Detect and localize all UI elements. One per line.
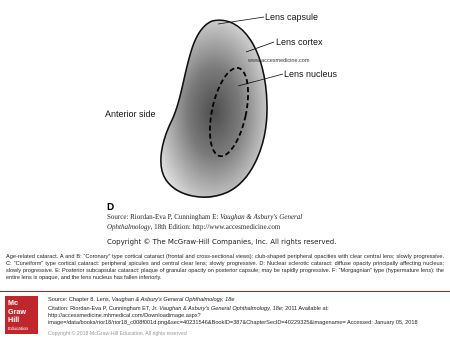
label-lens-nucleus: Lens nucleus	[284, 69, 338, 79]
logo-line: Graw	[8, 306, 26, 316]
citation-prefix: Citation: Riordan-Eva P, Cunningham ET, Jr.	[48, 306, 160, 312]
source-title-2: Ophthalmology	[107, 223, 151, 231]
citation-title: Vaughan & Asbury's General Ophthalmology, 18e	[159, 306, 282, 312]
label-anterior-side: Anterior side	[105, 109, 156, 119]
label-lens-capsule: Lens capsule	[265, 12, 319, 22]
footer-copyright: Copyright © 2018 McGraw-Hill Education. All rights reserved	[48, 331, 187, 337]
figure-source-line-1	[107, 213, 302, 221]
logo-line: Hill	[8, 315, 20, 325]
logo-line: Education	[8, 325, 29, 331]
source-prefix: Source: Riordan-Eva P, Cunningham E:	[107, 213, 221, 221]
footer-source	[48, 297, 235, 303]
label-lens-cortex: Lens cortex	[276, 37, 323, 47]
source-suffix: , 18th Edition: http://www.accesmedicine.com	[150, 223, 281, 231]
watermark-url: www.accesmedicine.com	[248, 58, 310, 64]
source-title-1: Vaughan & Asbury's General	[220, 213, 303, 221]
lens-shape	[161, 20, 267, 197]
footer-citation	[48, 306, 444, 327]
footer-divider	[0, 291, 450, 292]
footer-source-title: Vaughan & Asbury's General Ophthalmology, 18e	[111, 297, 235, 303]
figure-caption: Age-related cataract. A and B: “Coronary” type cortical cataract (frontal and cross-sectional views): club-shaped peripheral opacities with clear central lens; slowly progressive. C: “Cuneiform” type cortical cataract: peripheral spicules and central clear lens; slowly progressive. D: Nuclear sclerotic cataract: diffuse opacity principally affecting nucleus; slowly progressive. E: Posterior subcapsular cataract: plaque of granular opacity on posterior capsule; may be rapidly progressive. F: “Morgagnian” type (hypermature lens): the entire lens is opaque, and the lens nucleus has fallen inferiorly.	[6, 254, 444, 281]
panel-letter: D	[107, 202, 115, 213]
citation-suffix: ; 2011 Available at: http://accessmedicine.mhmedical.com/Downloadimage.aspx?image=/data/books/rior18/rior18_c008f001d.png&sec=40231546&BookID=387&ChapterSecID=40229325&imagename= Accessed: January 05, 2018	[48, 306, 418, 326]
footer-source-prefix: Source: Chapter 8. Lens,	[48, 297, 112, 303]
figure-copyright: Copyright © The McGraw-Hill Companies, Inc. All rights reserved.	[107, 238, 337, 246]
figure-source-line-2	[107, 223, 281, 231]
logo-line: Mc	[8, 298, 18, 307]
mcgraw-hill-logo	[5, 296, 38, 334]
